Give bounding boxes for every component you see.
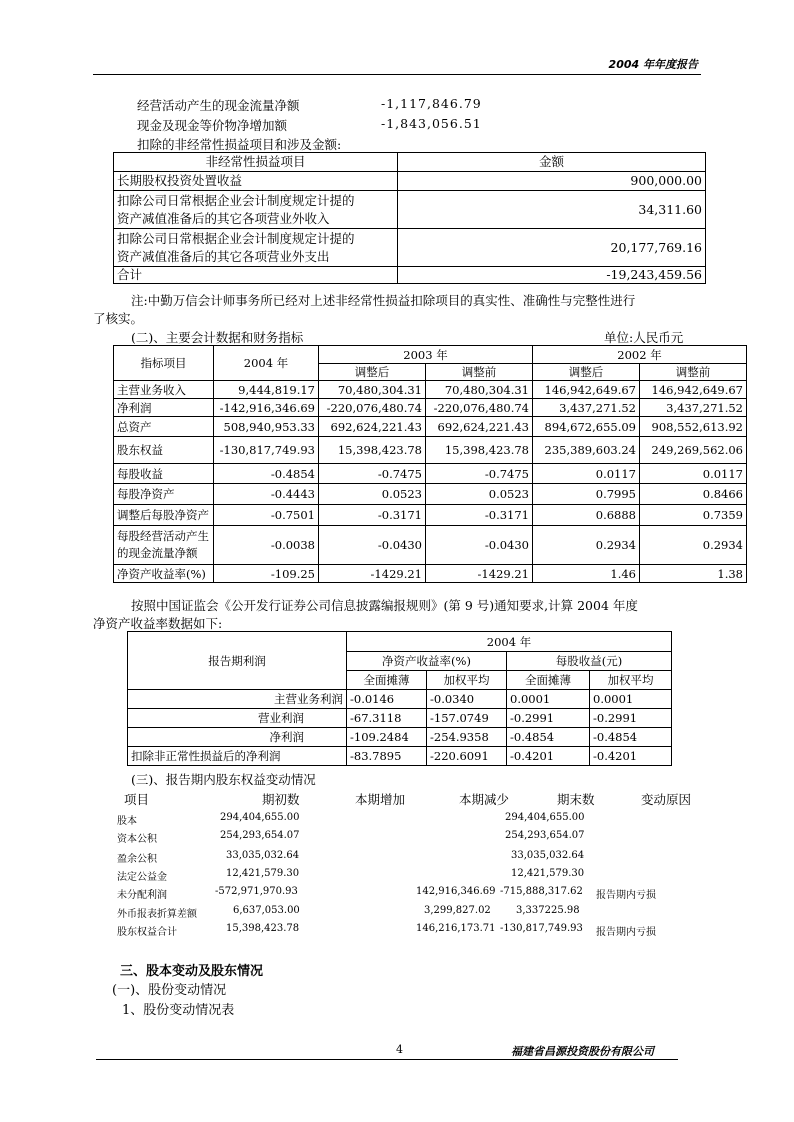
cell-value: -1429.21 — [426, 565, 533, 583]
cell-value: 0.0001 — [507, 690, 590, 709]
equity-item: 未分配利润 — [117, 890, 167, 901]
cell-value: -109.25 — [214, 565, 319, 583]
table-row — [114, 526, 747, 565]
equity-item: 资本公积 — [117, 834, 157, 845]
table-row — [128, 709, 672, 728]
cell-value: 0.8466 — [640, 484, 747, 505]
row-label: 总资产 — [114, 417, 214, 437]
row-label-2: 资产减值准备后的其它各项营业外收入 — [117, 210, 330, 226]
cell-value: -220,076,480.74 — [319, 399, 426, 417]
cell-value: 249,269,562.06 — [640, 437, 747, 464]
equity-item: 盈余公积 — [117, 854, 157, 865]
equity-begin: 254,293,654.07 — [220, 830, 300, 841]
cell-value: -220.6091 — [427, 747, 507, 766]
equity-begin: 294,404,655.00 — [220, 812, 300, 823]
indicators-unit: 单位:人民币元 — [604, 330, 684, 345]
equity-end: 3,337225.98 — [516, 905, 580, 916]
cell-value: -83.7895 — [347, 747, 427, 766]
equity-begin: 6,637,053.00 — [233, 905, 300, 916]
equity-col-header: 本期减少 — [459, 792, 510, 807]
row-label: 股东权益 — [114, 437, 214, 464]
cell-value: 1.38 — [640, 565, 747, 583]
equity-reason: 报告期内亏损 — [596, 927, 656, 938]
equity-end: 294,404,655.00 — [505, 812, 585, 823]
equity-col-header: 期末数 — [557, 792, 595, 807]
cell-value: -0.3171 — [426, 505, 533, 526]
row-label: 合计 — [117, 267, 143, 282]
equity-end: 12,421,579.30 — [511, 868, 585, 879]
cell-value: -0.4201 — [507, 747, 590, 766]
table-row — [114, 229, 706, 267]
cell-value: -0.4854 — [590, 728, 672, 747]
page-number: 4 — [396, 1043, 403, 1056]
cashflow-value: -1,843,056.51 — [381, 116, 482, 131]
cell-value: -0.0430 — [319, 526, 426, 565]
cell-value: 0.0523 — [319, 484, 426, 505]
sub-header: 调整后 — [533, 364, 640, 381]
cell-value: 0.6888 — [533, 505, 640, 526]
equity-item: 外币报表折算差额 — [117, 909, 197, 920]
cell-value: -130,817,749.93 — [214, 437, 319, 464]
equity-begin: 33,035,032.64 — [226, 850, 300, 861]
cell-value: -0.0146 — [347, 690, 427, 709]
equity-decrease: 142,916,346.69 — [416, 886, 496, 897]
table-row — [114, 505, 747, 526]
cell-value: 0.2934 — [640, 526, 747, 565]
cell-value: 146,942,649.67 — [533, 381, 640, 399]
cell-value: -0.7501 — [214, 505, 319, 526]
equity-begin: 15,398,423.78 — [226, 923, 300, 934]
cell-value: 3,437,271.52 — [640, 399, 747, 417]
nonrecurring-note-cont: 了核实。 — [93, 311, 144, 326]
table-row — [114, 464, 747, 484]
col-header: 报告期利润 — [128, 632, 347, 690]
cell-value: -0.0038 — [214, 526, 319, 565]
cell-value: 908,552,613.92 — [640, 417, 747, 437]
equity-end: -130,817,749.93 — [500, 923, 583, 934]
table-row — [128, 747, 672, 766]
equity-begin: -572,971,970.93 — [215, 886, 298, 897]
cell-value: 0.0117 — [533, 464, 640, 484]
cell-value: 3,437,271.52 — [533, 399, 640, 417]
cell-value: -1429.21 — [319, 565, 426, 583]
cell-value: -109.2484 — [347, 728, 427, 747]
col-header: 非经常性损益项目 — [114, 153, 398, 172]
row-label: 长期股权投资处置收益 — [117, 173, 243, 188]
cell-value: 0.0523 — [426, 484, 533, 505]
equity-end: 33,035,032.64 — [511, 850, 585, 861]
nonrecurring-intro: 扣除的非经常性损益项目和涉及金额: — [137, 137, 342, 152]
sub-header: 加权平均 — [427, 671, 507, 690]
cell-value: -0.2991 — [507, 709, 590, 728]
equity-item: 股本 — [117, 816, 137, 827]
cell-value: 15,398,423.78 — [319, 437, 426, 464]
sub-header: 调整前 — [426, 364, 533, 381]
amount: 20,177,769.16 — [398, 229, 706, 267]
equity-col-header: 变动原因 — [641, 792, 692, 807]
indicators-table — [113, 345, 747, 583]
amount: 900,000.00 — [398, 172, 706, 191]
cell-value: -0.4201 — [590, 747, 672, 766]
cell-value: 15,398,423.78 — [426, 437, 533, 464]
row-label: 净资产收益率(%) — [114, 565, 214, 583]
row-label: 主营业务收入 — [114, 381, 214, 399]
row-label: 扣除公司日常根据企业会计制度规定计提的 — [117, 230, 355, 246]
section-title: 三、股本变动及股东情况 — [120, 964, 264, 979]
equity-col-header: 期初数 — [262, 792, 300, 807]
cell-value: -0.4854 — [507, 728, 590, 747]
table-row — [114, 565, 747, 583]
row-label-2: 资产减值准备后的其它各项营业外支出 — [117, 248, 330, 264]
row-label: 每股收益 — [114, 464, 214, 484]
equity-begin: 12,421,579.30 — [226, 868, 300, 879]
cell-value: -0.2991 — [590, 709, 672, 728]
nonrecurring-table — [113, 152, 706, 284]
footer-rule — [96, 1059, 678, 1060]
cell-value: 508,940,953.33 — [214, 417, 319, 437]
equity-item: 法定公益金 — [117, 872, 167, 883]
roe-intro: 按照中国证监会《公开发行证券公司信息披露编报规则》(第 9 号)通知要求,计算 2004 年度 — [131, 598, 638, 613]
cell-value: -0.0430 — [426, 526, 533, 565]
cell-value: -220,076,480.74 — [426, 399, 533, 417]
col-header: 指标项目 — [114, 346, 214, 381]
amount: 34,311.60 — [398, 191, 706, 229]
equity-col-header: 本期增加 — [355, 792, 406, 807]
equity-col-header: 项目 — [124, 792, 150, 807]
table-row — [114, 484, 747, 505]
sub-header: 每股收益(元) — [507, 652, 672, 671]
row-label: 每股净资产 — [114, 484, 214, 505]
row-label: 每股经营活动产生 — [117, 529, 209, 543]
equity-end: 254,293,654.07 — [505, 830, 585, 841]
row-label: 主营业务利润 — [128, 690, 347, 709]
cell-value: 0.0117 — [640, 464, 747, 484]
equity-end: -715,888,317.62 — [500, 886, 583, 897]
sub-header: 全面摊薄 — [347, 671, 427, 690]
cell-value: -0.3171 — [319, 505, 426, 526]
cell-value: 0.0001 — [590, 690, 672, 709]
cell-value: 0.7995 — [533, 484, 640, 505]
cell-value: 235,389,603.24 — [533, 437, 640, 464]
cell-value: 70,480,304.31 — [319, 381, 426, 399]
cell-value: 692,624,221.43 — [319, 417, 426, 437]
cell-value: -0.4854 — [214, 464, 319, 484]
equity-decrease: 3,299,827.02 — [424, 905, 491, 916]
table-row — [114, 191, 706, 229]
cell-value: -67.3118 — [347, 709, 427, 728]
table-row — [114, 381, 747, 399]
sub-header: 全面摊薄 — [507, 671, 590, 690]
row-label: 净利润 — [128, 728, 347, 747]
cell-value: -254.9358 — [427, 728, 507, 747]
cashflow-label: 现金及现金等价物净增加额 — [137, 118, 288, 133]
table-row — [114, 437, 747, 464]
equity-reason: 报告期内亏损 — [596, 890, 656, 901]
equity-item: 股东权益合计 — [117, 927, 177, 938]
col-header: 2002 年 — [533, 346, 747, 364]
header-rule — [93, 74, 701, 75]
cell-value: -0.7475 — [319, 464, 426, 484]
cashflow-label: 经营活动产生的现金流量净额 — [137, 98, 300, 113]
table-row — [114, 267, 706, 284]
cashflow-value: -1,117,846.79 — [381, 96, 482, 111]
row-label: 调整后每股净资产 — [114, 505, 214, 526]
cell-value: 70,480,304.31 — [426, 381, 533, 399]
col-header: 2004 年 — [347, 632, 672, 652]
sub-header: 净资产收益率(%) — [347, 652, 507, 671]
cell-value: 1.46 — [533, 565, 640, 583]
cell-value: -0.7475 — [426, 464, 533, 484]
row-label: 营业利润 — [128, 709, 347, 728]
cell-value: 0.2934 — [533, 526, 640, 565]
row-label-2: 的现金流量净额 — [117, 546, 198, 560]
sub-header: 调整前 — [640, 364, 747, 381]
cell-value: 692,624,221.43 — [426, 417, 533, 437]
row-label: 扣除非正常性损益后的净利润 — [128, 747, 347, 766]
cell-value: -0.0340 — [427, 690, 507, 709]
table-row — [128, 690, 672, 709]
table-row — [128, 728, 672, 747]
row-label: 净利润 — [114, 399, 214, 417]
table-row — [114, 399, 747, 417]
cell-value: 894,672,655.09 — [533, 417, 640, 437]
section-subtitle: 1、股份变动情况表 — [122, 1003, 235, 1018]
footer-company: 福建省昌源投资股份有限公司 — [511, 1045, 654, 1058]
row-label: 扣除公司日常根据企业会计制度规定计提的 — [117, 192, 355, 208]
sub-header: 加权平均 — [590, 671, 672, 690]
roe-intro-cont: 净资产收益率数据如下: — [93, 616, 223, 631]
sub-header: 调整后 — [319, 364, 426, 381]
equity-title: (三)、报告期内股东权益变动情况 — [131, 772, 316, 787]
roe-table — [127, 631, 672, 766]
indicators-title: (二)、主要会计数据和财务指标 — [131, 330, 304, 345]
nonrecurring-note: 注:中勤万信会计师事务所已经对上述非经常性损益扣除项目的真实性、准确性与完整性进行 — [131, 293, 636, 308]
col-header: 2003 年 — [319, 346, 533, 364]
cell-value: 9,444,819.17 — [214, 381, 319, 399]
cell-value: -157.0749 — [427, 709, 507, 728]
cell-value: -142,916,346.69 — [214, 399, 319, 417]
col-header: 金额 — [398, 153, 706, 172]
amount: -19,243,459.56 — [398, 267, 706, 284]
equity-decrease: 146,216,173.71 — [416, 923, 496, 934]
cell-value: 0.7359 — [640, 505, 747, 526]
section-subtitle: (一)、股份变动情况 — [112, 983, 227, 998]
report-header-title: 2004 年年度报告 — [608, 58, 698, 71]
col-header: 2004 年 — [214, 346, 319, 381]
table-row — [114, 172, 706, 191]
cell-value: 146,942,649.67 — [640, 381, 747, 399]
table-row — [114, 417, 747, 437]
cell-value: -0.4443 — [214, 484, 319, 505]
